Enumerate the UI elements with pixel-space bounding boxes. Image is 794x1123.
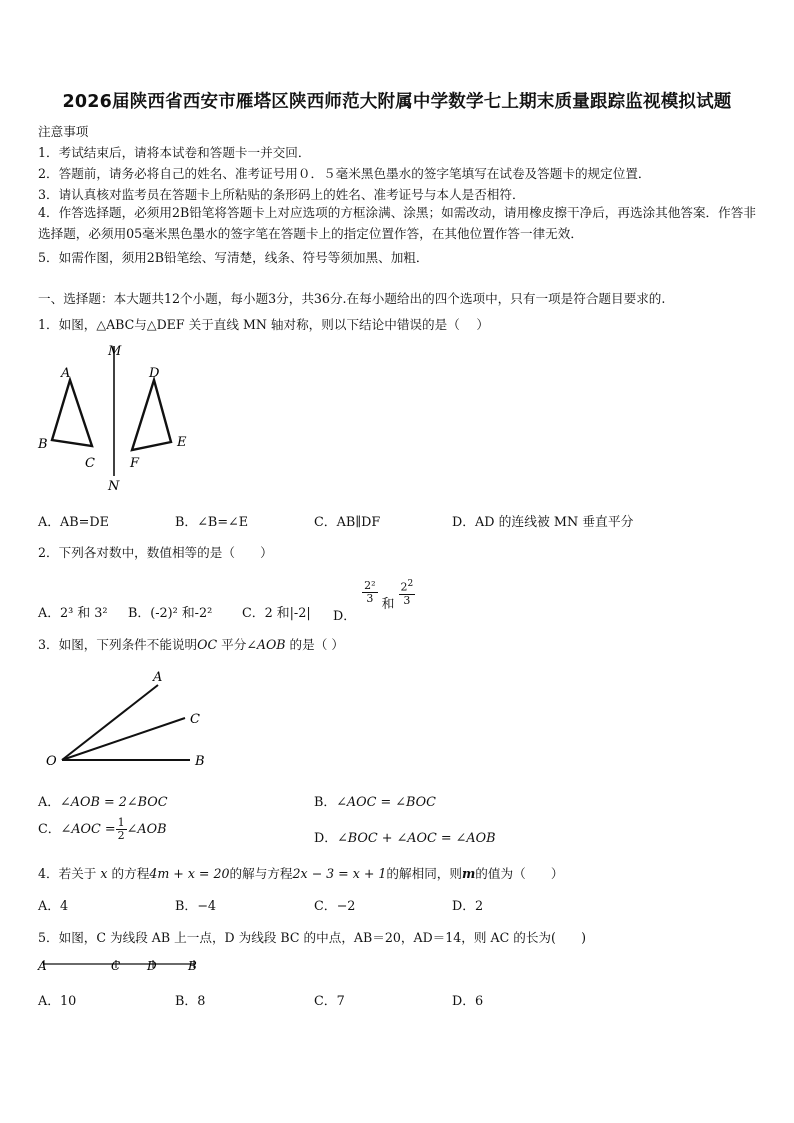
section-heading: 一、选择题：本大题共12个小题，每小题3分，共36分.在每小题给出的四个选项中，只有一项是符合题目要求的. [38,291,666,306]
q1-option-b[interactable]: B．∠B=∠E [175,515,249,530]
triangle-def [132,380,171,450]
q5-stem: 5．如图，C 为线段 AB 上一点，D 为线段 BC 的中点，AB＝20，AD＝14，则 AC 的长为( ) [38,930,587,945]
q3-option-b[interactable] [314,791,436,810]
q3-stem-oc: OC [197,637,218,652]
q3-option-b-prefix: B． [314,795,337,810]
frac-b-den: 3 [403,593,411,607]
page-title: 2026届陕西省西安市雁塔区陕西师范大附属中学数学七上期末质量跟踪监视模拟试题 [62,92,732,112]
q1-figure [30,338,200,498]
label-b: B [195,754,205,769]
q3-stem-mid: 平分 [217,637,247,652]
q4-option-c[interactable]: C．−2 [314,899,356,914]
q3-option-c-frac [116,817,127,842]
q5-option-a[interactable]: A．10 [38,994,77,1009]
q3-stem [38,634,344,653]
q2-option-b[interactable]: B．(-2)² 和-2² [128,606,213,621]
q3-frac-den: 2 [117,829,125,842]
q5-option-d[interactable]: D．6 [452,994,484,1009]
q3-stem-angle: ∠AOB [246,637,286,652]
notice-item-4: 4．作答选择题，必须用2B铅笔将答题卡上对应选项的方框涂满、涂黑；如需改动，请用橡皮擦干净后，再选涂其他答案．作答非选择题，必须用05毫米黑色墨水的签字笔在答题卡上的指定位置作答，在其他位置作答一律无效． [38,205,756,241]
q5-option-b[interactable]: B．8 [175,994,206,1009]
label-b: B [38,437,48,452]
triangle-abc [52,380,92,446]
q4-eq1: 4m + x = 20 [149,866,230,881]
frac-b-num-val: 2 [400,580,408,594]
label-c: C [85,456,95,471]
label-d: D [149,366,160,381]
q1-option-c[interactable]: C．AB∥DF [314,515,381,530]
q4-eq2: 2x − 3 = x + 1 [292,866,387,881]
q4-option-d[interactable]: D．2 [452,899,484,914]
q3-figure [40,665,220,775]
q4-stem-mid1: 的方程 [111,866,150,881]
q4-stem-post: 的值为（ ） [475,866,564,881]
ray-oa [62,685,158,760]
q3-option-a-expr: ∠AOB = 2∠BOC [60,795,168,810]
q3-option-c[interactable] [38,817,167,842]
q3-frac-num: 1 [117,816,125,829]
label-n: N [108,479,120,494]
q4-option-a[interactable]: A．4 [38,899,69,914]
q2-option-c[interactable]: C．2 和|-2| [242,606,311,621]
q5-option-c[interactable]: C．7 [314,994,345,1009]
q2-option-d-frac-a [362,580,377,605]
label-a: A [153,670,163,685]
q4-stem [38,863,563,882]
q4-var-x: x [100,866,108,881]
notice-item-1: 1．考试结束后，请将本试卷和答题卡一并交回． [38,145,311,160]
q3-option-a-prefix: A． [38,795,61,810]
q2-option-d[interactable] [333,578,415,624]
q2-option-d-and: 和 [381,596,395,612]
label-b: B [188,959,197,973]
q3-option-c-pre: ∠AOC = [60,822,116,837]
q3-stem-post: 的是（ ） [285,637,344,652]
q4-var-m: m [461,866,476,881]
label-m: M [108,344,122,359]
label-c: C [190,712,200,727]
q3-option-b-expr: ∠AOC = ∠BOC [336,795,436,810]
q3-stem-pre: 3．如图，下列条件不能说明 [38,637,198,652]
q4-option-b[interactable]: B．−4 [175,899,217,914]
q3-option-d[interactable] [314,827,496,846]
q3-option-d-prefix: D． [314,831,338,846]
q1-option-a[interactable]: A．AB=DE [38,515,110,530]
q1-stem: 1．如图，△ABC与△DEF 关于直线 MN 轴对称，则以下结论中错误的是（ ） [38,317,489,332]
label-e: E [177,435,187,450]
q5-figure [36,954,206,978]
label-a: A [61,366,71,381]
label-f: F [130,456,140,471]
label-o: O [46,754,57,769]
frac-b-exp: 2 [407,579,414,589]
q2-stem: 2．下列各对数中，数值相等的是（ ） [38,545,273,560]
q2-option-d-frac-b [399,578,416,607]
notice-item-5: 5．如需作图，须用2B铅笔绘、写清楚，线条、符号等须加黑、加粗． [38,250,429,265]
q2-option-a[interactable]: A．2³ 和 3² [38,606,108,621]
q4-stem-mid3: 的解相同，则 [386,866,462,881]
q4-stem-mid2: 的解与方程 [229,866,293,881]
label-a: A [38,959,47,973]
q2-option-d-prefix: D． [333,608,357,624]
label-c: C [111,959,121,973]
q4-stem-pre: 4．若关于 [38,866,97,881]
notice-item-2: 2．答题前，请务必将自己的姓名、准考证号用０．５毫米黑色墨水的签字笔填写在试卷及答题卡的规定位置． [38,166,651,181]
q3-option-a[interactable] [38,791,168,810]
frac-a-den: 3 [366,591,374,605]
q3-option-c-post: ∠AOB [126,822,167,837]
label-d: D [147,959,157,973]
frac-a-num: 2² [364,578,376,592]
ray-oc [62,718,185,760]
notice-item-3: 3．请认真核对监考员在答题卡上所粘贴的条形码上的姓名、准考证号与本人是否相符． [38,187,525,202]
q3-option-d-expr: ∠BOC + ∠AOC = ∠AOB [337,831,496,846]
frac-b-num [399,578,416,595]
q1-option-d[interactable]: D．AD 的连线被 MN 垂直平分 [452,515,634,530]
notice-heading: 注意事项 [38,124,89,139]
q3-option-c-prefix: C． [38,822,61,837]
